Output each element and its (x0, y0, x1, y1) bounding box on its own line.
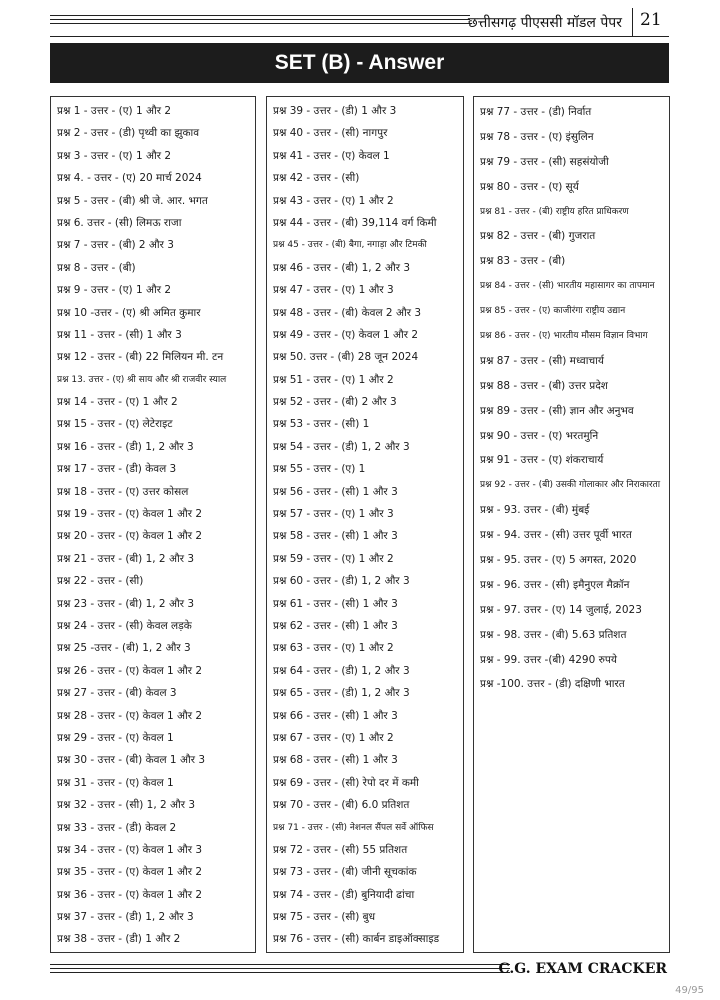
answer-item: प्रश्न 11 - उत्तर - (सी) 1 और 3 (57, 328, 182, 341)
answer-item: प्रश्न 7 - उत्तर - (बी) 2 और 3 (57, 239, 174, 252)
answer-column-3 (473, 96, 670, 953)
answer-item: प्रश्न 27 - उत्तर - (बी) केवल 3 (57, 687, 177, 700)
answer-item: प्रश्न 2 - उत्तर - (डी) पृथ्वी का झुकाव (57, 127, 200, 140)
answer-item: प्रश्न 59 - उत्तर - (ए) 1 और 2 (273, 552, 394, 565)
footer-rule (50, 964, 510, 965)
answer-item: प्रश्न 47 - उत्तर - (ए) 1 और 3 (273, 284, 394, 297)
answer-item: प्रश्न 8 - उत्तर - (बी) (57, 261, 136, 274)
answer-item: प्रश्न 19 - उत्तर - (ए) केवल 1 और 2 (57, 508, 203, 521)
answer-item: प्रश्न 79 - उत्तर - (सी) सहसंयोजी (480, 155, 609, 168)
answer-item: प्रश्न 75 - उत्तर - (सी) बुध (273, 911, 376, 924)
answer-item: प्रश्न 17 - उत्तर - (डी) केवल 3 (57, 463, 177, 476)
answer-item: प्रश्न 92 - उत्तर - (बी) उसकी गोलाकार और निराकारता (480, 480, 661, 491)
answer-list (273, 100, 461, 951)
answer-item: प्रश्न 6. उत्तर - (सी) लिमऊ राजा (57, 216, 182, 229)
answer-item: प्रश्न 78 - उत्तर - (ए) इंसुलिन (480, 130, 594, 143)
answer-item: प्रश्न 43 - उत्तर - (ए) 1 और 2 (273, 194, 394, 207)
page-counter: 49/95 (675, 985, 704, 996)
answer-list (57, 100, 253, 951)
answer-item: प्रश्न 36 - उत्तर - (ए) केवल 1 और 2 (57, 888, 203, 901)
answer-item: प्रश्न - 97. उत्तर - (ए) 14 जुलाई, 2023 (480, 603, 642, 616)
footer-rule (50, 968, 510, 969)
answer-item: प्रश्न 52 - उत्तर - (बी) 2 और 3 (273, 396, 397, 409)
footer-rule (50, 972, 510, 973)
answer-item: प्रश्न 82 - उत्तर - (बी) गुजरात (480, 230, 596, 243)
answer-item: प्रश्न 65 - उत्तर - (डी) 1, 2 और 3 (273, 687, 410, 700)
answer-item: प्रश्न 73 - उत्तर - (बी) जीनी सूचकांक (273, 866, 417, 879)
answer-item: प्रश्न - 93. उत्तर - (बी) मुंबई (480, 504, 590, 517)
answer-item: प्रश्न 22 - उत्तर - (सी) (57, 575, 144, 588)
answer-item: प्रश्न 12 - उत्तर - (बी) 22 मिलियन मी. टन (57, 351, 224, 364)
answer-item: प्रश्न 45 - उत्तर - (बी) बैगा, नगाड़ा और टिमकी (273, 240, 427, 251)
answer-item: प्रश्न -100. उत्तर - (डी) दक्षिणी भारत (480, 678, 625, 691)
answer-item: प्रश्न 57 - उत्तर - (ए) 1 और 3 (273, 508, 394, 521)
answer-item: प्रश्न 16 - उत्तर - (डी) 1, 2 और 3 (57, 440, 194, 453)
answer-item: प्रश्न 44 - उत्तर - (बी) 39,114 वर्ग किमी (273, 216, 437, 229)
answer-item: प्रश्न - 99. उत्तर -(बी) 4290 रुपये (480, 653, 617, 666)
answer-item: प्रश्न 1 - उत्तर - (ए) 1 और 2 (57, 105, 172, 117)
answer-item: प्रश्न 81 - उत्तर - (बी) राष्ट्रीय हरित प्राधिकरण (480, 206, 629, 217)
answer-item: प्रश्न 55 - उत्तर - (ए) 1 (273, 463, 366, 476)
answer-item: प्रश्न 34 - उत्तर - (ए) केवल 1 और 3 (57, 843, 203, 856)
answer-item: प्रश्न 13. उत्तर - (ए) श्री साय और श्री राजवीर स्याल (57, 374, 227, 385)
answer-item: प्रश्न 3 - उत्तर - (ए) 1 और 2 (57, 149, 172, 162)
answer-item: प्रश्न 61 - उत्तर - (सी) 1 और 3 (273, 597, 398, 610)
answer-item: प्रश्न 88 - उत्तर - (बी) उत्तर प्रदेश (480, 379, 608, 392)
answer-item: प्रश्न 67 - उत्तर - (ए) 1 और 2 (273, 731, 394, 744)
answer-item: प्रश्न 74 - उत्तर - (डी) बुनियादी ढांचा (273, 888, 415, 901)
answer-item: प्रश्न 48 - उत्तर - (बी) केवल 2 और 3 (273, 306, 422, 319)
answer-item: प्रश्न 89 - उत्तर - (सी) ज्ञान और अनुभव (480, 404, 634, 417)
answer-item: प्रश्न 84 - उत्तर - (सी) भारतीय महासागर का तापमान (480, 281, 655, 292)
answer-item: प्रश्न 85 - उत्तर - (ए) काजीरंगा राष्ट्रीय उद्यान (480, 306, 626, 317)
answer-item: प्रश्न 58 - उत्तर - (सी) 1 और 3 (273, 530, 398, 543)
answer-item: प्रश्न 69 - उत्तर - (सी) रेपो दर में कमी (273, 776, 419, 789)
header-rule (50, 19, 470, 20)
answer-list (480, 100, 667, 697)
answer-item: प्रश्न 91 - उत्तर - (ए) शंकराचार्य (480, 454, 604, 467)
answer-item: प्रश्न 46 - उत्तर - (बी) 1, 2 और 3 (273, 261, 411, 274)
answer-item: प्रश्न 63 - उत्तर - (ए) 1 और 2 (273, 642, 394, 655)
answer-item: प्रश्न 71 - उत्तर - (सी) नेशनल सैंपल सर्वे ऑफिस (273, 822, 434, 833)
answer-item: प्रश्न 66 - उत्तर - (सी) 1 और 3 (273, 709, 398, 722)
answer-item: प्रश्न 15 - उत्तर - (ए) लेटेराइट (57, 418, 173, 431)
answer-item: प्रश्न 24 - उत्तर - (सी) केवल लड़के (57, 619, 192, 632)
answer-item: प्रश्न 51 - उत्तर - (ए) 1 और 2 (273, 373, 394, 386)
answer-item: प्रश्न 38 - उत्तर - (डी) 1 और 2 (57, 933, 181, 946)
answer-item: प्रश्न 56 - उत्तर - (सी) 1 और 3 (273, 485, 398, 498)
header-rule (50, 15, 470, 16)
answer-item: प्रश्न 25 -उत्तर - (बी) 1, 2 और 3 (57, 642, 191, 655)
answer-item: प्रश्न 26 - उत्तर - (ए) केवल 1 और 2 (57, 664, 203, 677)
answer-item: प्रश्न 20 - उत्तर - (ए) केवल 1 और 2 (57, 530, 203, 543)
answer-item: प्रश्न 77 - उत्तर - (डी) निर्वात (480, 106, 592, 118)
header-rule (50, 23, 470, 24)
answer-item: प्रश्न 32 - उत्तर - (सी) 1, 2 और 3 (57, 799, 196, 812)
answer-item: प्रश्न 49 - उत्तर - (ए) केवल 1 और 2 (273, 328, 419, 341)
answer-item: प्रश्न 86 - उत्तर - (ए) भारतीय मौसम विज्ञान विभाग (480, 331, 648, 342)
header-divider (632, 8, 633, 36)
answer-item: प्रश्न 64 - उत्तर - (डी) 1, 2 और 3 (273, 664, 410, 677)
answer-item: प्रश्न 10 -उत्तर - (ए) श्री अमित कुमार (57, 306, 201, 319)
set-answer-banner: SET (B) - Answer (50, 43, 669, 83)
answer-item: प्रश्न 23 - उत्तर - (बी) 1, 2 और 3 (57, 597, 195, 610)
answer-item: प्रश्न - 94. उत्तर - (सी) उत्तर पूर्वी भारत (480, 529, 632, 542)
footer-brand: C.G. EXAM CRACKER (498, 961, 667, 977)
header-bottom-rule (50, 36, 669, 37)
answer-item: प्रश्न 87 - उत्तर - (सी) मध्वाचार्य (480, 354, 604, 367)
answer-item: प्रश्न - 95. उत्तर - (ए) 5 अगस्त, 2020 (480, 554, 637, 567)
page-number: 21 (640, 10, 662, 30)
answer-item: प्रश्न 5 - उत्तर - (बी) श्री जे. आर. भगत (57, 194, 208, 207)
answer-item: प्रश्न 30 - उत्तर - (बी) केवल 1 और 3 (57, 754, 206, 767)
answer-item: प्रश्न 70 - उत्तर - (बी) 6.0 प्रतिशत (273, 799, 410, 812)
answer-item: प्रश्न 41 - उत्तर - (ए) केवल 1 (273, 149, 390, 162)
answer-item: प्रश्न 18 - उत्तर - (ए) उत्तर कोसल (57, 485, 189, 498)
answer-item: प्रश्न 90 - उत्तर - (ए) भरतमुनि (480, 429, 599, 442)
answer-item: प्रश्न 50. उत्तर - (बी) 28 जून 2024 (273, 351, 419, 364)
answer-item: प्रश्न 14 - उत्तर - (ए) 1 और 2 (57, 396, 178, 409)
header-title: छत्तीसगढ़ पीएससी मॉडल पेपर (467, 15, 622, 31)
answer-item: प्रश्न 35 - उत्तर - (ए) केवल 1 और 2 (57, 866, 203, 879)
answer-item: प्रश्न 29 - उत्तर - (ए) केवल 1 (57, 731, 174, 744)
answer-item: प्रश्न 33 - उत्तर - (डी) केवल 2 (57, 821, 177, 834)
answer-item: प्रश्न 39 - उत्तर - (डी) 1 और 3 (273, 105, 397, 117)
answer-item: प्रश्न 42 - उत्तर - (सी) (273, 172, 360, 185)
answer-item: प्रश्न 62 - उत्तर - (सी) 1 और 3 (273, 619, 398, 632)
answer-item: प्रश्न 76 - उत्तर - (सी) कार्बन डाइऑक्साइड (273, 933, 440, 946)
answer-column-2 (266, 96, 464, 953)
answer-item: प्रश्न 40 - उत्तर - (सी) नागपुर (273, 127, 388, 140)
answer-item: प्रश्न 80 - उत्तर - (ए) सूर्य (480, 180, 579, 193)
answer-item: प्रश्न 53 - उत्तर - (सी) 1 (273, 418, 370, 431)
answer-item: प्रश्न 28 - उत्तर - (ए) केवल 1 और 2 (57, 709, 203, 722)
answer-item: प्रश्न 72 - उत्तर - (सी) 55 प्रतिशत (273, 843, 408, 856)
answer-item: प्रश्न 68 - उत्तर - (सी) 1 और 3 (273, 754, 398, 767)
answer-item: प्रश्न 9 - उत्तर - (ए) 1 और 2 (57, 284, 172, 297)
answer-item: प्रश्न - 96. उत्तर - (सी) इमैनुएल मैक्रॉन (480, 578, 630, 591)
answer-item: प्रश्न 37 - उत्तर - (डी) 1, 2 और 3 (57, 911, 194, 924)
answer-item: प्रश्न 60 - उत्तर - (डी) 1, 2 और 3 (273, 575, 410, 588)
answer-item: प्रश्न 83 - उत्तर - (बी) (480, 255, 566, 268)
answer-item: प्रश्न 21 - उत्तर - (बी) 1, 2 और 3 (57, 552, 195, 565)
answer-item: प्रश्न 4. - उत्तर - (ए) 20 मार्च 2024 (57, 172, 202, 185)
answer-column-1 (50, 96, 256, 953)
answer-item: प्रश्न 54 - उत्तर - (डी) 1, 2 और 3 (273, 440, 410, 453)
answer-item: प्रश्न 31 - उत्तर - (ए) केवल 1 (57, 776, 174, 789)
answer-item: प्रश्न - 98. उत्तर - (बी) 5.63 प्रतिशत (480, 628, 627, 641)
